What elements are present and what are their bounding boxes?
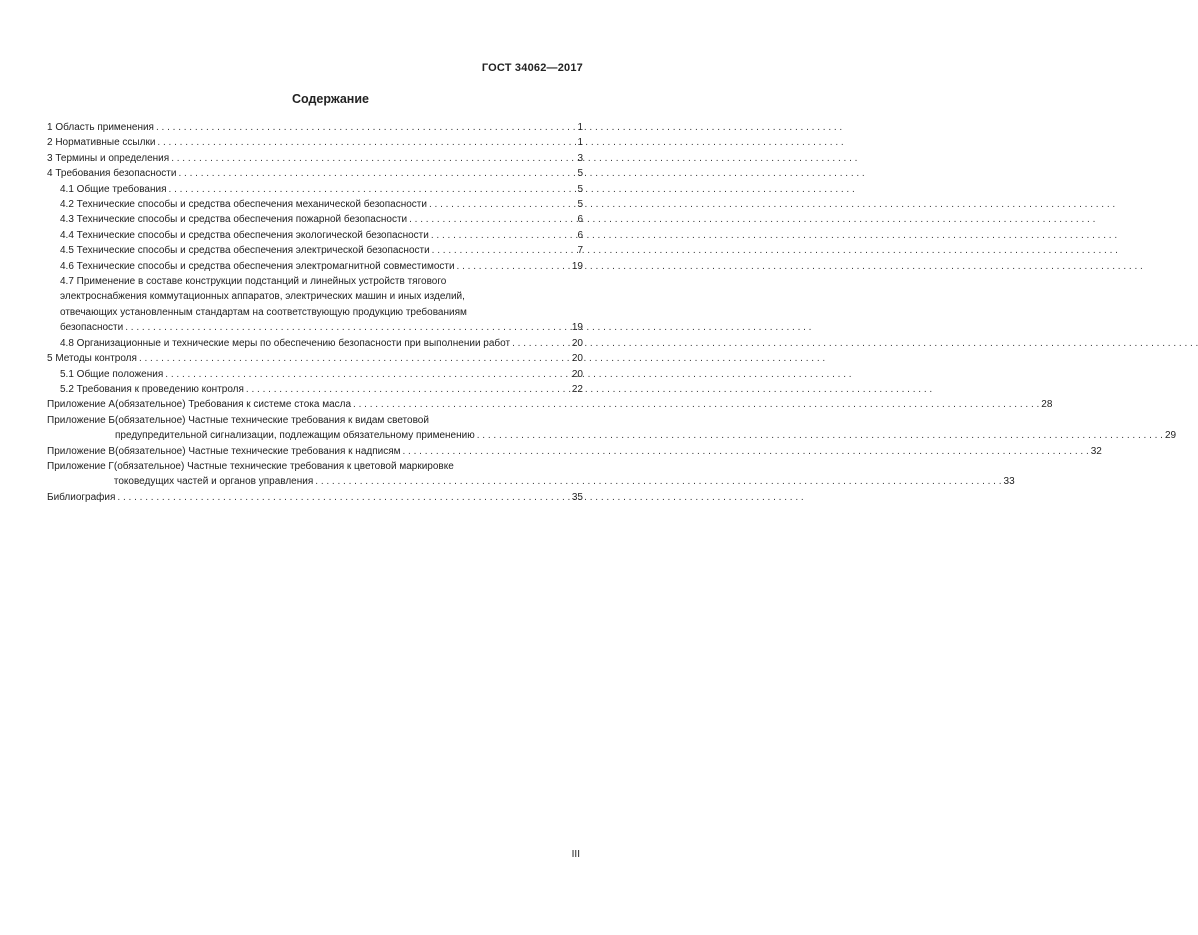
toc-entry-page: 1 bbox=[577, 137, 583, 149]
appendix-entry[interactable] bbox=[47, 397, 1053, 412]
toc-leader-dots bbox=[409, 212, 575, 227]
toc-entry[interactable] bbox=[47, 336, 583, 351]
toc-entry[interactable] bbox=[47, 259, 583, 274]
toc-entry[interactable] bbox=[47, 166, 583, 181]
toc-leader-dots bbox=[165, 367, 570, 382]
toc-leader-dots bbox=[246, 382, 570, 397]
toc-entry-label: 4.1 Общие требования bbox=[60, 183, 167, 195]
toc-entry-label: 4.5 Технические способы и средства обеспечения электрической безопасности bbox=[60, 245, 430, 257]
toc-leader-dots bbox=[178, 166, 575, 181]
toc-leader-dots bbox=[157, 135, 575, 150]
appendix-title: (обязательное) Частные технические требования к видам световой bbox=[115, 414, 429, 426]
toc-entry[interactable] bbox=[47, 382, 583, 397]
toc-entry-page: 6 bbox=[577, 214, 583, 226]
toc-entry-page: 5 bbox=[577, 183, 583, 195]
toc-leader-dots bbox=[403, 444, 1089, 459]
toc-entry-page: 7 bbox=[577, 245, 583, 257]
toc-leader-dots bbox=[431, 228, 576, 243]
toc-leader-dots bbox=[429, 197, 575, 212]
toc-entry-page: 20 bbox=[571, 353, 583, 365]
toc-entry-label: 4 Требования безопасности bbox=[47, 168, 177, 180]
toc-leader-dots bbox=[432, 243, 576, 258]
table-of-contents bbox=[47, 120, 1177, 505]
appendix-title: (обязательное) Частные технические требования к надписям bbox=[115, 445, 401, 457]
toc-entry-label: 5.2 Требования к проведению контроля bbox=[60, 383, 244, 395]
toc-entry-page: 20 bbox=[571, 368, 583, 380]
appendix-entry[interactable] bbox=[47, 413, 1177, 444]
appendix-page: 28 bbox=[1041, 399, 1053, 411]
toc-entry[interactable] bbox=[47, 212, 583, 227]
toc-entry-page: 20 bbox=[571, 337, 583, 349]
toc-entry[interactable] bbox=[47, 120, 583, 135]
toc-leader-dots bbox=[315, 474, 1001, 489]
toc-entry-line: электроснабжения коммутационных аппаратов, электрических машин и иных изделий, bbox=[60, 291, 465, 303]
toc-entry-label: 5.1 Общие положения bbox=[60, 368, 164, 380]
toc-leader-dots bbox=[477, 428, 1163, 443]
toc-entry-line: безопасности bbox=[60, 322, 124, 334]
standard-number: ГОСТ 34062—2017 bbox=[481, 62, 583, 74]
appendix-entry[interactable] bbox=[47, 444, 1102, 459]
appendix-title: (обязательное) Требования к системе стока масла bbox=[115, 399, 352, 411]
toc-entry[interactable] bbox=[47, 367, 583, 382]
appendix-prefix: Приложение Г bbox=[47, 460, 114, 472]
toc-leader-dots bbox=[457, 259, 570, 274]
toc-entry-page: 5 bbox=[577, 199, 583, 211]
toc-entry-label: 3 Термины и определения bbox=[47, 152, 170, 164]
toc-entry[interactable] bbox=[47, 490, 583, 505]
toc-entry[interactable] bbox=[47, 135, 583, 150]
toc-leader-dots bbox=[156, 120, 575, 135]
toc-entry-label: 4.4 Технические способы и средства обеспечения экологической безопасности bbox=[60, 229, 429, 241]
toc-leader-dots bbox=[117, 490, 569, 505]
toc-entry-page: 3 bbox=[577, 152, 583, 164]
toc-entry[interactable] bbox=[47, 182, 583, 197]
toc-entry[interactable] bbox=[47, 243, 583, 258]
toc-entry-page: 5 bbox=[577, 168, 583, 180]
appendix-page: 33 bbox=[1003, 476, 1015, 488]
toc-entry[interactable] bbox=[47, 351, 583, 366]
appendix-prefix: Приложение Б bbox=[47, 414, 115, 426]
toc-entry-label: 4.3 Технические способы и средства обеспечения пожарной безопасности bbox=[60, 214, 408, 226]
toc-entry-label: 4.2 Технические способы и средства обеспечения механической безопасности bbox=[60, 199, 427, 211]
toc-entry[interactable] bbox=[47, 197, 583, 212]
toc-entry-label: 5 Методы контроля bbox=[47, 353, 137, 365]
toc-entry-label: 4.8 Организационные и технические меры по обеспечению безопасности при выполнении работ bbox=[60, 337, 511, 349]
appendix-title: токоведущих частей и органов управления bbox=[113, 476, 314, 488]
toc-entry-page: 22 bbox=[571, 383, 583, 395]
toc-leader-dots bbox=[353, 397, 1039, 412]
appendix-entry[interactable] bbox=[47, 459, 1015, 490]
toc-entry-label: 1 Область применения bbox=[47, 122, 154, 133]
toc-leader-dots bbox=[171, 151, 575, 166]
toc-leader-dots bbox=[125, 320, 570, 335]
toc-entry-label: 2 Нормативные ссылки bbox=[47, 137, 156, 149]
toc-leader-dots bbox=[512, 336, 570, 351]
appendix-title: (обязательное) Частные технические требования к цветовой маркировке bbox=[113, 460, 454, 472]
toc-entry-page: 6 bbox=[577, 229, 583, 241]
appendix-page: 29 bbox=[1164, 430, 1177, 442]
appendix-prefix: Приложение В bbox=[47, 445, 116, 457]
bibliography-label: Библиография bbox=[47, 491, 116, 503]
bibliography-page: 35 bbox=[571, 491, 583, 503]
toc-entry-multiline[interactable] bbox=[47, 274, 583, 336]
toc-entry-label: 4.6 Технические способы и средства обеспечения электромагнитной совместимости bbox=[60, 260, 455, 272]
toc-leader-dots bbox=[139, 351, 570, 366]
toc-entry-line: 4.7 Применение в составе конструкции подстанций и линейных устройств тягового bbox=[60, 276, 447, 288]
toc-entry-page: 19 bbox=[571, 260, 583, 272]
toc-entry-line: отвечающих установленным стандартам на соответствующую продукцию требованиям bbox=[60, 306, 467, 318]
appendix-prefix: Приложение А bbox=[47, 399, 116, 411]
appendix-page: 32 bbox=[1090, 445, 1102, 457]
toc-entry[interactable] bbox=[47, 151, 583, 166]
toc-entry-page: 19 bbox=[571, 322, 583, 334]
appendix-title: предупредительной сигнализации, подлежащим обязательному применению bbox=[115, 430, 475, 442]
toc-entry[interactable] bbox=[47, 228, 583, 243]
page-title: Содержание bbox=[291, 92, 369, 106]
toc-entry-page: 1 bbox=[577, 122, 583, 133]
toc-leader-dots bbox=[169, 182, 576, 197]
page-number: III bbox=[571, 849, 580, 860]
